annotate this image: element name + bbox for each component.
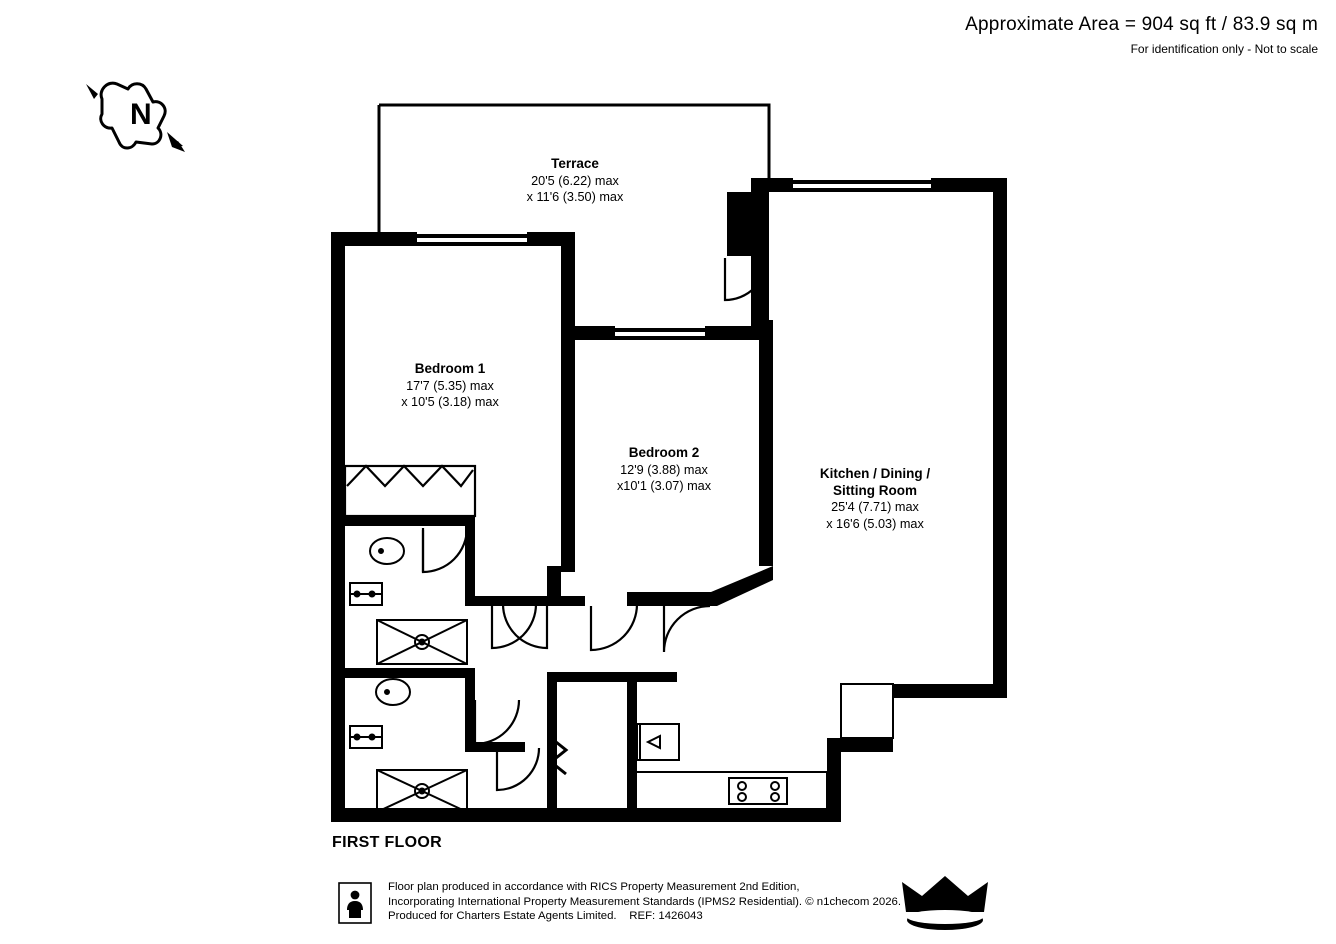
footer-line-3: Produced for Charters Estate Agents Limited. — [388, 910, 617, 923]
footer-block — [338, 878, 998, 932]
terrace-dim2: x 11'6 (3.50) max — [526, 190, 624, 204]
walls-corridor — [547, 672, 677, 812]
room-label-terrace — [474, 156, 676, 206]
kitchen-name-line1: Kitchen / Dining / — [819, 466, 931, 481]
bedroom2-name: Bedroom 2 — [628, 445, 700, 460]
crown-logo-icon — [900, 874, 990, 932]
footer-reference: REF: 1426043 — [629, 910, 703, 923]
disclaimer-text: For identification only - Not to scale — [1130, 42, 1318, 56]
bedroom1-dim2: x 10'5 (3.18) max — [401, 395, 499, 409]
kitchen-dim1: 25'4 (7.71) max — [831, 500, 919, 514]
bathroom-upper-fixtures — [350, 538, 467, 664]
floor-level-label: FIRST FLOOR — [332, 834, 442, 851]
person-icon — [338, 882, 372, 924]
room-label-bedroom-2 — [562, 445, 766, 495]
footer-copyright: © n1checom 2026. — [805, 895, 902, 908]
kitchen-name-line2: Sitting Room — [833, 482, 917, 498]
kitchen-dim2: x 16'6 (5.03) max — [826, 516, 924, 531]
footer-line-3-wrap — [388, 909, 901, 924]
bedroom2-dim1: 12'9 (3.88) max — [620, 462, 708, 477]
terrace-name: Terrace — [551, 156, 599, 171]
wardrobe-fixture — [345, 466, 475, 516]
room-label-bedroom-1 — [348, 361, 552, 411]
footer-line-1: Floor plan produced in accordance with RICS Property Measurement 2nd Edition, — [388, 881, 800, 893]
footer-line-2-wrap — [388, 895, 901, 910]
bedroom1-name: Bedroom 1 — [414, 361, 486, 376]
footer-line-2: Incorporating International Property Measurement Standards (IPMS2 Residential). — [388, 895, 803, 908]
bedroom1-dim1: 17'7 (5.35) max — [406, 378, 494, 393]
approximate-area-text: Approximate Area = 904 sq ft / 83.9 sq m — [965, 14, 1318, 35]
bedroom2-dim2: x10'1 (3.07) max — [616, 479, 712, 493]
footer-text — [388, 880, 901, 924]
utility-appliance — [637, 724, 679, 760]
bathroom-lower-fixtures — [350, 679, 467, 812]
svg-text:N: N — [130, 98, 152, 131]
terrace-dim1: 20'5 (6.22) max — [531, 173, 619, 188]
room-label-kitchen-dining-sitting — [772, 466, 978, 532]
walls-bedroom1 — [331, 232, 585, 822]
